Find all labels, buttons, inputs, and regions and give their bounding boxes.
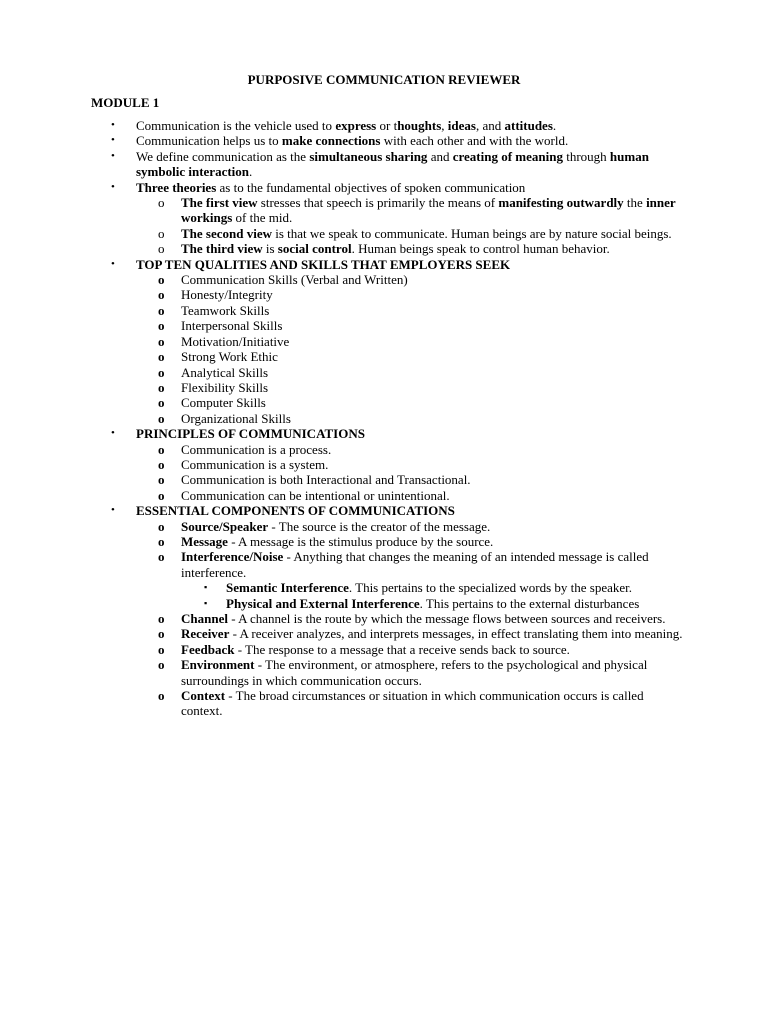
section-heading: ESSENTIAL COMPONENTS OF COMMUNICATIONS: [136, 503, 455, 519]
list-item: o Message - A message is the stimulus produce by the source.: [158, 533, 494, 549]
list-item: o Teamwork Skills: [158, 302, 270, 318]
reviewer-content: [0, 118, 768, 719]
bullet-bold-o: o: [158, 456, 165, 472]
bullet-bold-o: o: [158, 318, 165, 334]
bullet-bold-o: o: [158, 611, 165, 626]
bullet-bold-o: o: [158, 472, 165, 488]
list-item: o Motivation/Initiative: [158, 333, 290, 349]
bullet-bold-o: o: [158, 533, 165, 549]
bullet-dot: •: [111, 119, 115, 131]
list-item: o Context - The broad circumstances or situation in which communication occurs is called context.: [158, 688, 644, 719]
list-item: o Communication is a system.: [158, 456, 329, 472]
document-title: PURPOSIVE COMMUNICATION REVIEWER: [247, 72, 521, 87]
list-item: o Channel - A channel is the route by which the message flows between sources and receivers.: [158, 611, 666, 626]
list-item: o Receiver - A receiver analyzes, and interprets messages, in effect translating them into meaning.: [158, 626, 683, 642]
list-item: o Interference/Noise - Anything that changes the meaning of an intended message is called interference.: [158, 549, 649, 580]
list-item: o Environment - The environment, or atmosphere, refers to the psychological and physical surroundings in which communication occurs.: [158, 657, 648, 688]
list-item: [0, 257, 768, 272]
bullet-circle: o: [158, 241, 165, 257]
list-item: [0, 426, 768, 441]
list-item: o Analytical Skills: [158, 364, 269, 380]
list-item: • Communication is the vehicle used to express or thoughts, ideas, and attitudes.: [111, 118, 557, 133]
bullet-dot: •: [111, 257, 115, 270]
bullet-bold-o: o: [158, 379, 165, 395]
section-heading: PRINCIPLES OF COMMUNICATIONS: [136, 426, 365, 442]
list-item: o Communication Skills (Verbal and Written): [158, 272, 408, 288]
bullet-bold-o: o: [158, 688, 165, 704]
list-item: o The third view is social control. Human beings speak to control human behavior.: [158, 241, 610, 257]
list-item: o Strong Work Ethic: [158, 349, 278, 365]
bullet-bold-o: o: [158, 441, 165, 457]
bullet-dot: •: [111, 504, 115, 517]
bullet-bold-o: o: [158, 364, 165, 380]
list-item: o The second view is that we speak to communicate. Human beings are by nature social beings.: [158, 225, 672, 241]
bullet-square: ▪: [204, 597, 208, 608]
list-item: [0, 503, 768, 518]
list-item: o Organizational Skills: [158, 410, 291, 426]
bullet-bold-o: o: [158, 626, 165, 642]
bullet-circle: o: [158, 225, 165, 241]
list-item: o Source/Speaker - The source is the creator of the message.: [158, 518, 491, 534]
bullet-circle: o: [158, 195, 165, 211]
bullet-bold-o: o: [158, 641, 165, 657]
list-item: o Honesty/Integrity: [158, 287, 273, 303]
list-item: • Three theories as to the fundamental objectives of spoken communication: [111, 179, 526, 195]
list-item: ▪ Physical and External Interference. This pertains to the external disturbances: [204, 595, 640, 611]
list-item: o Communication is both Interactional and Transactional.: [158, 472, 471, 488]
module-heading: MODULE 1: [91, 95, 160, 110]
bullet-bold-o: o: [158, 487, 165, 503]
bullet-bold-o: o: [158, 302, 165, 318]
bullet-bold-o: o: [158, 333, 165, 349]
bullet-bold-o: o: [158, 657, 165, 673]
bullet-dot: •: [111, 149, 115, 162]
bullet-bold-o: o: [158, 549, 165, 565]
list-item: ▪ Semantic Interference. This pertains to the specialized words by the speaker.: [204, 580, 633, 596]
list-item: o Interpersonal Skills: [158, 318, 283, 334]
bullet-bold-o: o: [158, 287, 165, 303]
list-item: o Communication is a process.: [158, 441, 332, 457]
bullet-bold-o: o: [158, 410, 165, 426]
list-item: • Communication helps us to make connections with each other and with the world.: [111, 133, 569, 149]
bullet-dot: •: [111, 427, 115, 440]
list-item: o Flexibility Skills: [158, 379, 269, 395]
bullet-dot: •: [111, 180, 115, 193]
bullet-bold-o: o: [158, 272, 165, 288]
list-item: o The first view stresses that speech is primarily the means of manifesting outwardly the inner workings of the mid.: [158, 195, 676, 226]
bullet-dot: •: [111, 134, 115, 147]
bullet-square: ▪: [204, 582, 208, 593]
list-item: o Computer Skills: [158, 395, 266, 411]
bullet-bold-o: o: [158, 349, 165, 365]
list-item: o Feedback - The response to a message that a receive sends back to source.: [158, 641, 570, 657]
list-item: • We define communication as the simultaneous sharing and creating of meaning through human symbolic interaction.: [111, 148, 649, 180]
section-heading: TOP TEN QUALITIES AND SKILLS THAT EMPLOYERS SEEK: [136, 256, 511, 272]
list-item: o Communication can be intentional or unintentional.: [158, 487, 450, 503]
bullet-bold-o: o: [158, 395, 165, 411]
bullet-bold-o: o: [158, 518, 165, 534]
